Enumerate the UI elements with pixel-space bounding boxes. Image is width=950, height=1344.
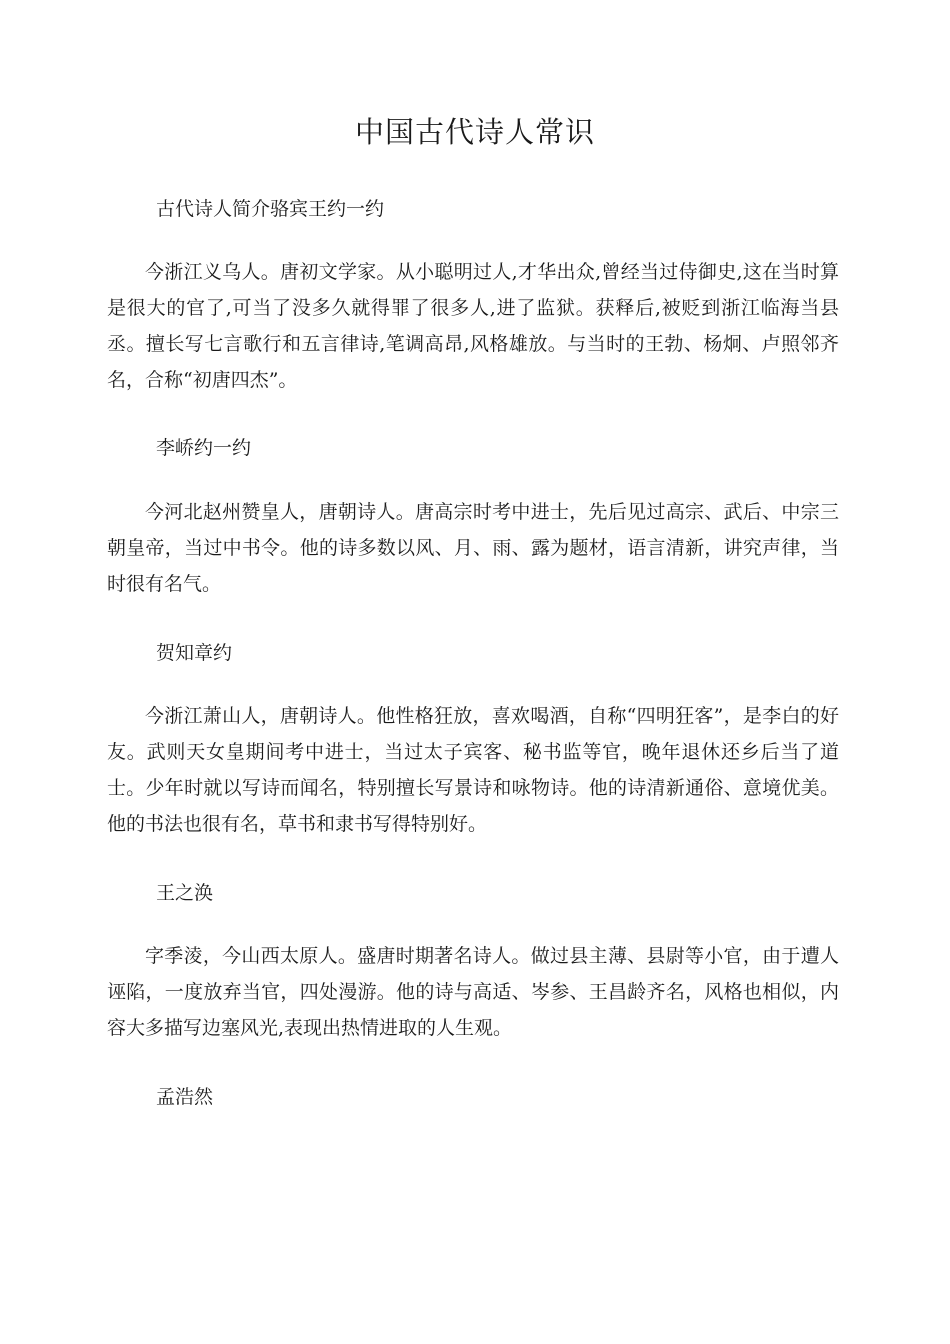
section-text-li-qiao: 今河北赵州赞皇人，唐朝诗人。唐高宗时考中进士，先后见过高宗、武后、中宗三朝皇帝，当过中书令。他的诗多数以风、月、雨、露为题材，语言清新，讲究声律，当时很有名气。	[107, 501, 839, 595]
section-heading-meng-haoran: 孟浩然	[156, 1086, 214, 1108]
section-heading-luo-binwang: 古代诗人简介骆宾王约一约	[156, 198, 385, 220]
section-text-wang-zhihuan: 字季淩，今山西太原人。盛唐时期著名诗人。做过县主薄、县尉等小官，由于遭人诬陷，一度放弃当官，四处漫游。他的诗与高适、岑参、王昌龄齐名，风格也相似，内容大多描写边塞风光,表现出热情进取的人生观。	[107, 945, 839, 1039]
section-text-he-zhizhang: 今浙江萧山人，唐朝诗人。他性格狂放，喜欢喝酒，自称“四明狂客”，是李白的好友。武则天女皇期间考中进士，当过太子宾客、秘书监等官，晚年退休还乡后当了道士。少年时就以写诗而闻名，特别擅长写景诗和咏物诗。他的诗清新通俗、意境优美。他的书法也很有名，草书和隶书写得特别好。	[107, 705, 839, 835]
section-heading-wang-zhihuan: 王之涣	[156, 882, 214, 904]
section-heading-li-qiao: 李峤约一约	[156, 437, 252, 459]
section-heading-he-zhizhang: 贺知章约	[156, 642, 233, 664]
document-title: 中国古代诗人常识	[354, 115, 595, 149]
section-text-luo-binwang: 今浙江义乌人。唐初文学家。从小聪明过人,才华出众,曾经当过侍御史,这在当时算是很大的官了,可当了没多久就得罪了很多人,进了监狱。获释后,被贬到浙江临海当县丞。擅长写七言歌行和五言律诗,笔调高昂,风格雄放。与当时的王勃、杨炯、卢照邻齐名，合称“初唐四杰”。	[107, 261, 839, 391]
